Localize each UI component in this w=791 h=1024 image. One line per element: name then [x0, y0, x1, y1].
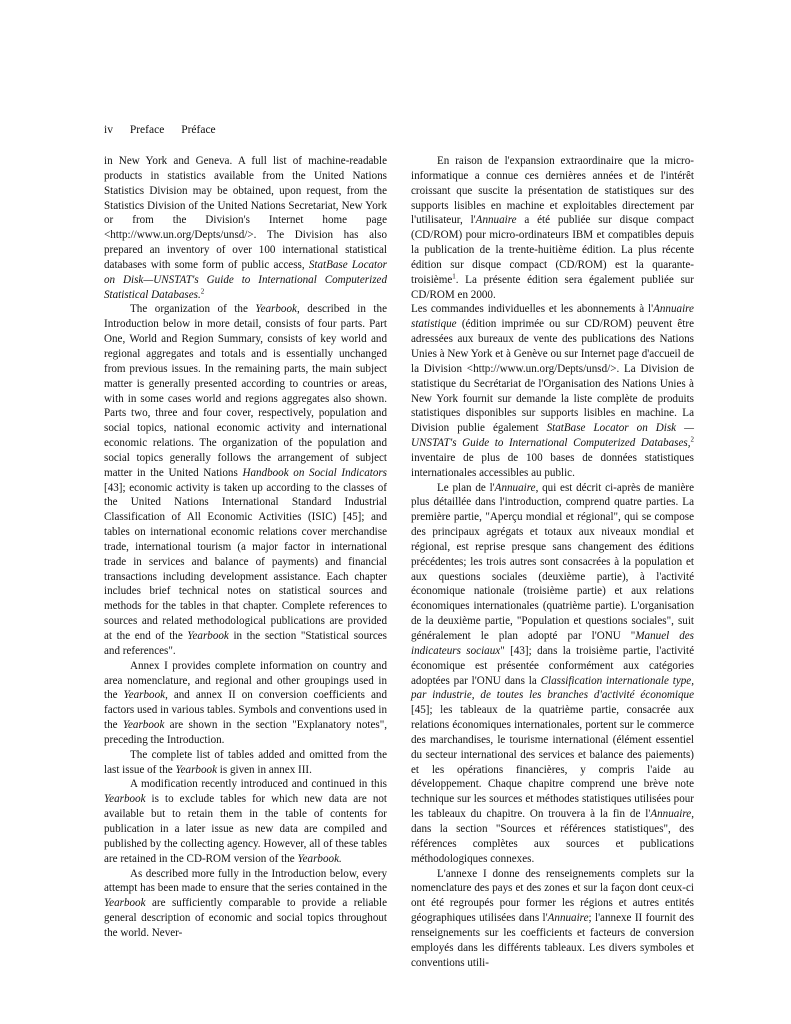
paragraph: Annex I provides complete information on country and area nomenclature, and regional and other groupings used in the Yearbook, and annex II on conversion coefficients and factors used in various tables. Symbols and conventions used in the Yearbook are shown in the section "Explanatory notes", preceding the Introduction. [104, 659, 388, 746]
header-label-fr: Préface [181, 124, 216, 136]
english-column [104, 154, 387, 941]
paragraph: Le plan de l'Annuaire, qui est décrit ci-après de manière plus détaillée dans l'introduction, comprend quatre parties. La première partie, "Aperçu mondial et régional", qui se compose des principaux agrégats et totaux aux niveaux mondial et régional, est reprise presque sans changement des éditions précédentes; les trois autres sont consacrées à la population et aux questions sociales (deuxième partie), à l'activité économique nationale (troisième partie) et aux relations économiques internationales (quatrième partie). L'organisation de la deuxième partie, "Population et questions sociales", suit généralement le plan adopté par l'ONU "Manuel des indicateurs sociaux" [43]; dans la troisième partie, l'activité économique est présentée conformément aux catégories adoptées par l'ONU dans la Classification internationale type, par industrie, de toutes les branches d'activité économique [45]; les tableaux de la quatrième partie, consacrée aux relations économiques internationales, portent sur le commerce des marchandises, le tourisme international (élément essentiel du secteur international des services et balance des paiements) et les opérations financières, y compris l'aide au développement. Chaque chapitre comprend une brève note technique sur les sources et méthodes statistiques utilisées pour les tableaux du chapitre. On trouvera à la fin de l'Annuaire, dans la section "Sources et références statistiques", des références complètes aux sources et publications méthodologiques connexes. [411, 481, 695, 865]
paragraph: The complete list of tables added and omitted from the last issue of the Yearbook is given in annex III. [104, 748, 387, 776]
french-column [411, 154, 694, 970]
running-header [104, 124, 230, 136]
paragraph: As described more fully in the Introduction below, every attempt has been made to ensure that the series contained in the Yearbook are sufficiently comparable to provide a reliable general description of economic and social topics throughout the world. Never- [104, 867, 387, 939]
paragraph: En raison de l'expansion extraordinaire que la micro-informatique a connue ces dernières années et de l'intérêt croissant que suscite la présentation de statistiques sur des supports lisibles en machine et exploitables directement par l'utilisateur, l'Annuaire a été publiée sur disque compact (CD/ROM) pour micro-ordinateurs IBM et compatibles depuis la publication de la trente-huitième édition. La plus récente édition sur disque compact (CD/ROM) est la quarante-troisième$^1$. La présente édition sera également publiée sur CD/ROM en 2000. [411, 155, 694, 301]
paragraph: in New York and Geneva. A full list of machine-readable products in statistics available from the United Nations Statistics Division may be obtained, upon request, from the Statistics Division of the United Nations Secretariat, New York or from the Division's Internet home page <http://www.un.org/Depts/unsd/>. The Division has also prepared an inventory of over 100 international statistical databases with some form of public access, StatBase Locator on Disk—UNSTAT's Guide to International Computerized Statistical Databases.$^2$ [104, 155, 388, 301]
paragraph: The organization of the Yearbook, described in the Introduction below in more detail, consists of four parts. Part One, World and Region Summary, consists of key world and regional aggregates and totals and is essentially unchanged from previous issues. In the remaining parts, the main subject matter is generally presented according to countries or areas, with in some cases world and regions aggregates also shown. Parts two, three and four cover, respectively, population and social topics, national economic activity and international economic relations. The organization of the population and social topics generally follows the arrangement of subject matter in the United Nations Handbook on Social Indicators [43]; economic activity is taken up according to the classes of the United Nations International Standard Industrial Classification of All Economic Activities (ISIC) [45]; and tables on international economic relations cover merchandise trade, international tourism (a major factor in international trade in services and balance of payments) and financial transactions including development assistance. Each chapter includes brief technical notes on statistical sources and methods for the tables in that chapter. Complete references to sources and related methodological publications are provided at the end of the Yearbook in the section "Statistical sources and references". [104, 303, 388, 657]
paragraph: Les commandes individuelles et les abonnements à l'Annuaire statistique (édition imprimée ou sur CD/ROM) peuvent être adressées aux bureaux de vente des publications des Nations Unies à New York et à Genève ou sur Internet page d'accueil de la Division <http://www.un.org/Depts/unsd/>. La Division de statistique du Secrétariat de l'Organisation des Nations Unies à New York fournit sur demande la liste complète de produits statistiques disponibles sur supports lisibles en machine. La Division publie également StatBase Locator on Disk — UNSTAT's Guide to International Computerized Databases,$^2$ inventaire de plus de 100 bases de données statistiques internationales accessibles au public. [411, 303, 694, 479]
page-number: iv [104, 124, 113, 136]
header-label-en: Preface [129, 124, 165, 136]
paragraph: A modification recently introduced and continued in this Yearbook is to exclude tables for which new data are not available but to retain them in the table of contents for publication in a later issue as new data are compiled and published by the collecting agency. However, all of these tables are retained in the CD-ROM version of the Yearbook. [104, 778, 387, 865]
paragraph: L'annexe I donne des renseignements complets sur la nomenclature des pays et des zones et sur la façon dont ceux-ci ont été regroupés pour former les régions et autres entités géographiques utilisées dans l'Annuaire; l'annexe II fournit des renseignements sur les coefficients et facteurs de conversion employés dans les différents tableaux. Les divers symboles et conventions utili- [411, 867, 694, 969]
